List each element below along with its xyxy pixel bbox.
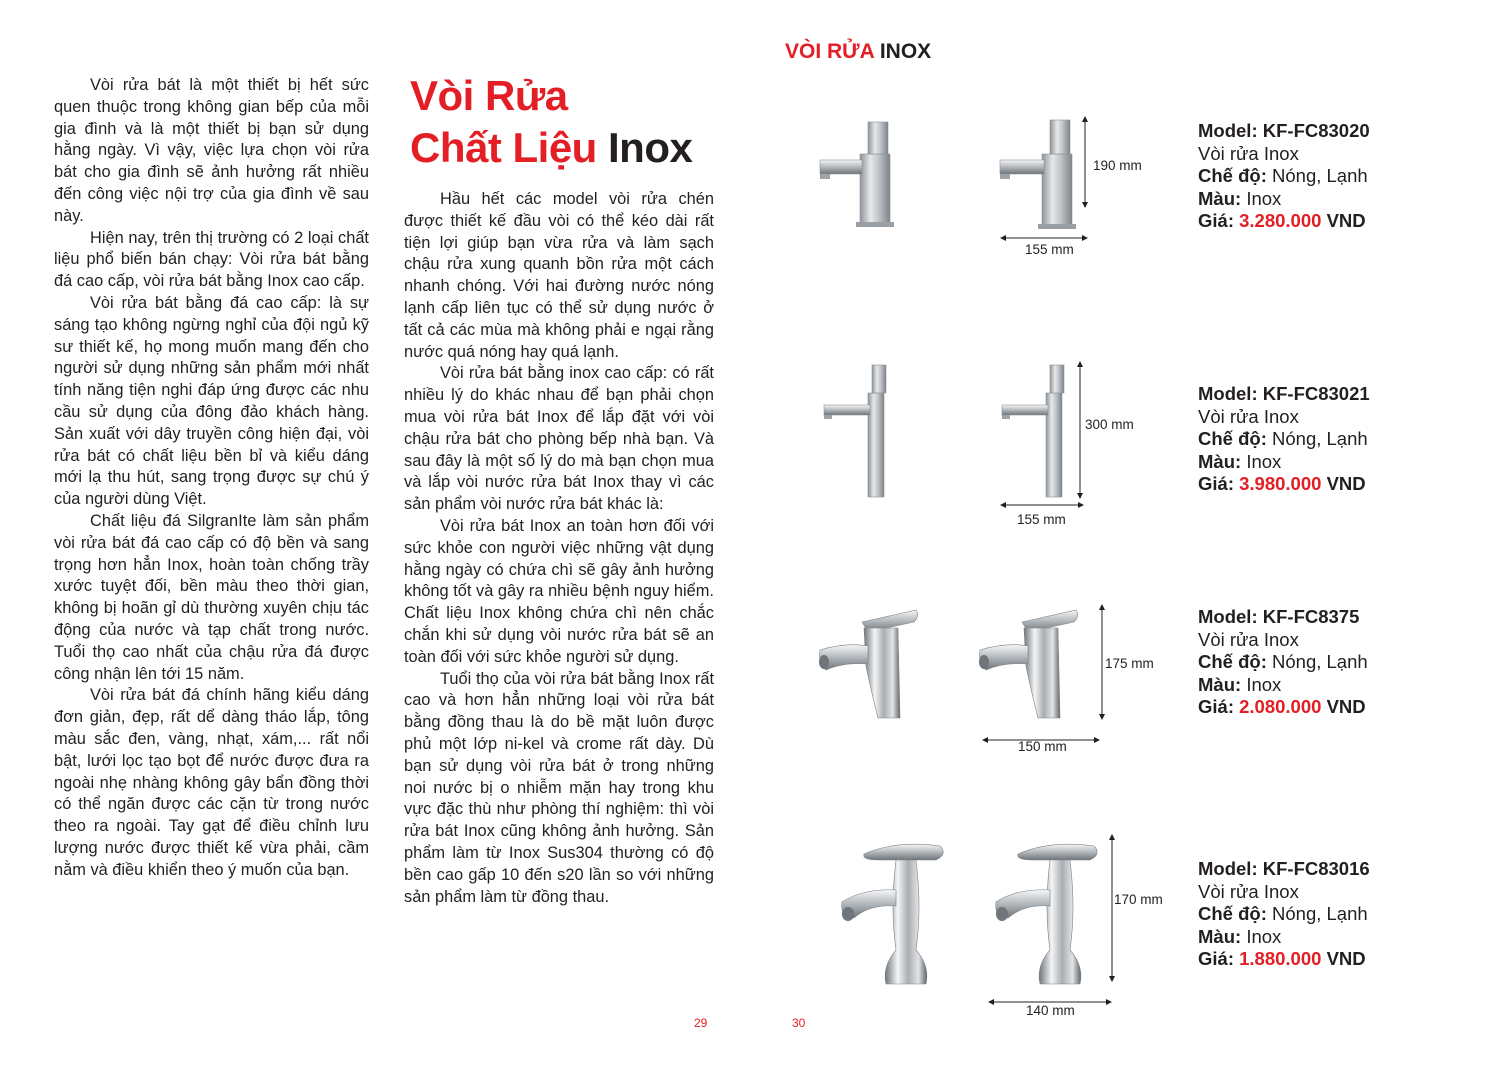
faucet-front-image xyxy=(818,118,908,228)
paragraph: Vòi rửa bát bằng inox cao cấp: có rất nhiều lý do khác nhau để bạn phải chọn mua vòi rửa bát Inox để lắp đặt với vòi chậu rửa bát cho phòng bếp nhà bạn. Và sau đây là một số lý do mà bạn chọn mua và lắp vòi nước rửa bát Inox thay vì các sản phẩm vòi nước rửa bát khác là: xyxy=(404,364,714,514)
faucet-front-image xyxy=(836,838,946,988)
dimension-lines xyxy=(988,830,1128,1020)
product-card xyxy=(800,600,1440,800)
paragraph: Tuổi thọ của vòi rửa bát bằng Inox rất cao và hơn hẳn những loại vòi rửa bát bằng đồng thau là do bề mặt luôn được phủ một lớp ni-kel và crome rất dày. Dù bạn sử dụng vòi rửa bát ở trong những noi nước bị o nhiễm mặn hay trong khu vực đặc thù như phòng thí nghiệm: thì vòi rửa bát Inox cũng không ảnh hưởng. Sản phẩm làm từ Inox Sus304 thường có độ bền cao gấp 10 đến s20 lần so với những sản phẩm làm từ đồng thau. xyxy=(404,669,714,906)
model-line: Model: KF-FC83021 xyxy=(1198,383,1370,404)
mode-value: Nóng, Lạnh xyxy=(1272,651,1368,672)
model-code: KF-FC83020 xyxy=(1262,120,1370,141)
color-line: Màu: Inox xyxy=(1198,450,1282,472)
color-line: Màu: Inox xyxy=(1198,673,1282,695)
height-dimension: 300 mm xyxy=(1085,417,1134,432)
product-name: Vòi rửa Inox xyxy=(1198,628,1299,650)
page-number-left: 29 xyxy=(694,1016,708,1030)
product-specs xyxy=(1198,120,1370,233)
title-line-2 xyxy=(410,122,692,174)
product-name: Vòi rửa Inox xyxy=(1198,142,1299,164)
color-value: Inox xyxy=(1246,187,1282,209)
product-specs xyxy=(1198,383,1370,496)
title-red-part: Chất Liệu xyxy=(410,124,597,171)
product-card xyxy=(800,110,1440,310)
middle-text-column xyxy=(404,189,714,908)
price-line: Giá: 3.980.000 VND xyxy=(1198,473,1366,494)
header-red-text: VÒI RỬA xyxy=(785,40,874,63)
price-line: Giá: 1.880.000 VND xyxy=(1198,948,1366,969)
width-dimension: 155 mm xyxy=(1025,242,1074,257)
product-card xyxy=(800,830,1440,1030)
paragraph: Hầu hết các model vòi rửa chén được thiết kế đầu vòi có thể kéo dài rất tiện lợi giúp bạn vừa rửa và làm sạch chậu rửa xung quanh bồn rửa một cách nhanh chóng. Với hai đường nước nóng lạnh cấp liên tục có thể sử dụng nước ở tất cả các mùa mà không phải e ngại rằng nước quá nóng hay quá lạnh. xyxy=(404,190,714,361)
width-dimension: 140 mm xyxy=(1026,1003,1075,1018)
page-title xyxy=(410,70,692,174)
product-specs xyxy=(1198,606,1368,719)
dimension-lines xyxy=(1000,110,1120,250)
dimension-lines xyxy=(1000,355,1120,515)
paragraph: Vòi rửa bát đá chính hãng kiểu dáng đơn giản, đẹp, rất dể dàng tháo lắp, tông màu sắc đen, vàng, nhạt, xám,... rất nổi bật, lưới lọc tạo bọt để nước được đưa ra ngoài nhẹ nhàng không gây bẩn đồng thời có thể ngăn được các cặn từ trong nước theo ra ngoài. Tay gạt để điều chỉnh lưu lượng nước được thiết kế vừa phải, cầm nằm và điều khiển theo ý muốn của bạn. xyxy=(54,686,369,879)
mode-line: Chế độ: Nóng, Lạnh xyxy=(1198,165,1368,186)
price-value: 2.080.000 xyxy=(1239,696,1322,717)
model-line: Model: KF-FC83016 xyxy=(1198,858,1370,879)
page-number-right: 30 xyxy=(792,1016,806,1030)
price-line: Giá: 3.280.000 VND xyxy=(1198,210,1366,231)
model-line: Model: KF-FC83020 xyxy=(1198,120,1370,141)
height-dimension: 190 mm xyxy=(1093,158,1142,173)
product-name: Vòi rửa Inox xyxy=(1198,880,1299,902)
model-code: KF-FC83016 xyxy=(1262,858,1370,879)
model-code: KF-FC83021 xyxy=(1262,383,1370,404)
paragraph: Vòi rửa bát là một thiết bị hết sức quen thuộc trong không gian bếp của mỗi gia đình và là một thiết bị bạn sử dụng hằng ngày. Vì vậy, việc lựa chọn vòi rửa bát cho gia đình sẽ ảnh hưởng rất nhiều đến công việc nội trợ của gia đình về sau này. xyxy=(54,76,369,225)
paragraph: Vòi rửa bát bằng đá cao cấp: là sự sáng tạo không ngừng nghỉ của đội ngủ kỹ sư thiết kế, họ mong muốn mang đến cho người sử dụng những sản phẩm mới nhất tính năng tiện nghi đáp ứng được các nhu cầu sử dụng của đông đảo khách hàng. Sản xuất với dây truyền công hiện đại, vòi rửa bát có chất liệu bền bỉ và kiểu dáng mới lạ thu hút, sang trọng được sự chú ý của người dùng Việt. xyxy=(54,293,369,509)
title-dark-part: Inox xyxy=(608,124,693,171)
color-value: Inox xyxy=(1246,450,1282,472)
faucet-front-image xyxy=(822,363,902,503)
color-line: Màu: Inox xyxy=(1198,187,1282,209)
faucet-front-image xyxy=(816,606,926,726)
price-value: 3.280.000 xyxy=(1239,210,1322,231)
price-line: Giá: 2.080.000 VND xyxy=(1198,696,1366,717)
mode-line: Chế độ: Nóng, Lạnh xyxy=(1198,651,1368,672)
paragraph: Chất liệu đá SilgranIte làm sản phẩm vòi rửa bát đá cao cấp có độ bền và sang trọng hơn hẳn Inox, hoàn toàn chống trầy xước tuyệt đối, bền màu theo thời gian, không bị hoãn gỉ dù thường xuyên chịu tác động của nước và tạp chất trong nước. Tuổi thọ cao nhất của chậu rửa đá được công nhận lên tới 15 năm. xyxy=(54,511,369,683)
mode-line: Chế độ: Nóng, Lạnh xyxy=(1198,428,1368,449)
mode-value: Nóng, Lạnh xyxy=(1272,903,1368,924)
mode-value: Nóng, Lạnh xyxy=(1272,165,1368,186)
model-code: KF-FC8375 xyxy=(1262,606,1360,627)
dimension-lines xyxy=(980,600,1120,750)
color-value: Inox xyxy=(1246,925,1282,947)
paragraph: Hiện nay, trên thị trường có 2 loại chất liệu phổ biến bán chạy: Vòi rửa bát bằng đá cao cấp, vòi rửa bát bằng Inox cao cấp. xyxy=(54,228,369,291)
paragraph: Vòi rửa bát Inox an toàn hơn đối với sức khỏe con người việc những vật dụng hằng ngày có chứa chì sẽ gây ảnh hưởng không tốt và gây ra nhiều bệnh nguy hiểm. Chất liệu Inox không chứa chì nên chắc chắn khi sử dụng vòi nước rửa bát sẽ an toàn đối với sức khỏe người sử dụng. xyxy=(404,516,714,666)
mode-value: Nóng, Lạnh xyxy=(1272,428,1368,449)
header-dark-text: INOX xyxy=(879,40,932,63)
left-text-column xyxy=(54,75,369,881)
title-line-1: Vòi Rửa xyxy=(410,72,568,119)
height-dimension: 175 mm xyxy=(1105,656,1154,671)
width-dimension: 150 mm xyxy=(1018,739,1067,754)
price-value: 3.980.000 xyxy=(1239,473,1322,494)
height-dimension: 170 mm xyxy=(1114,892,1163,907)
width-dimension: 155 mm xyxy=(1017,512,1066,527)
color-value: Inox xyxy=(1246,673,1282,695)
product-specs xyxy=(1198,858,1370,971)
mode-line: Chế độ: Nóng, Lạnh xyxy=(1198,903,1368,924)
color-line: Màu: Inox xyxy=(1198,925,1282,947)
price-value: 1.880.000 xyxy=(1239,948,1322,969)
section-header xyxy=(785,40,931,64)
product-name: Vòi rửa Inox xyxy=(1198,405,1299,427)
model-line: Model: KF-FC8375 xyxy=(1198,606,1360,627)
product-card xyxy=(800,355,1440,555)
